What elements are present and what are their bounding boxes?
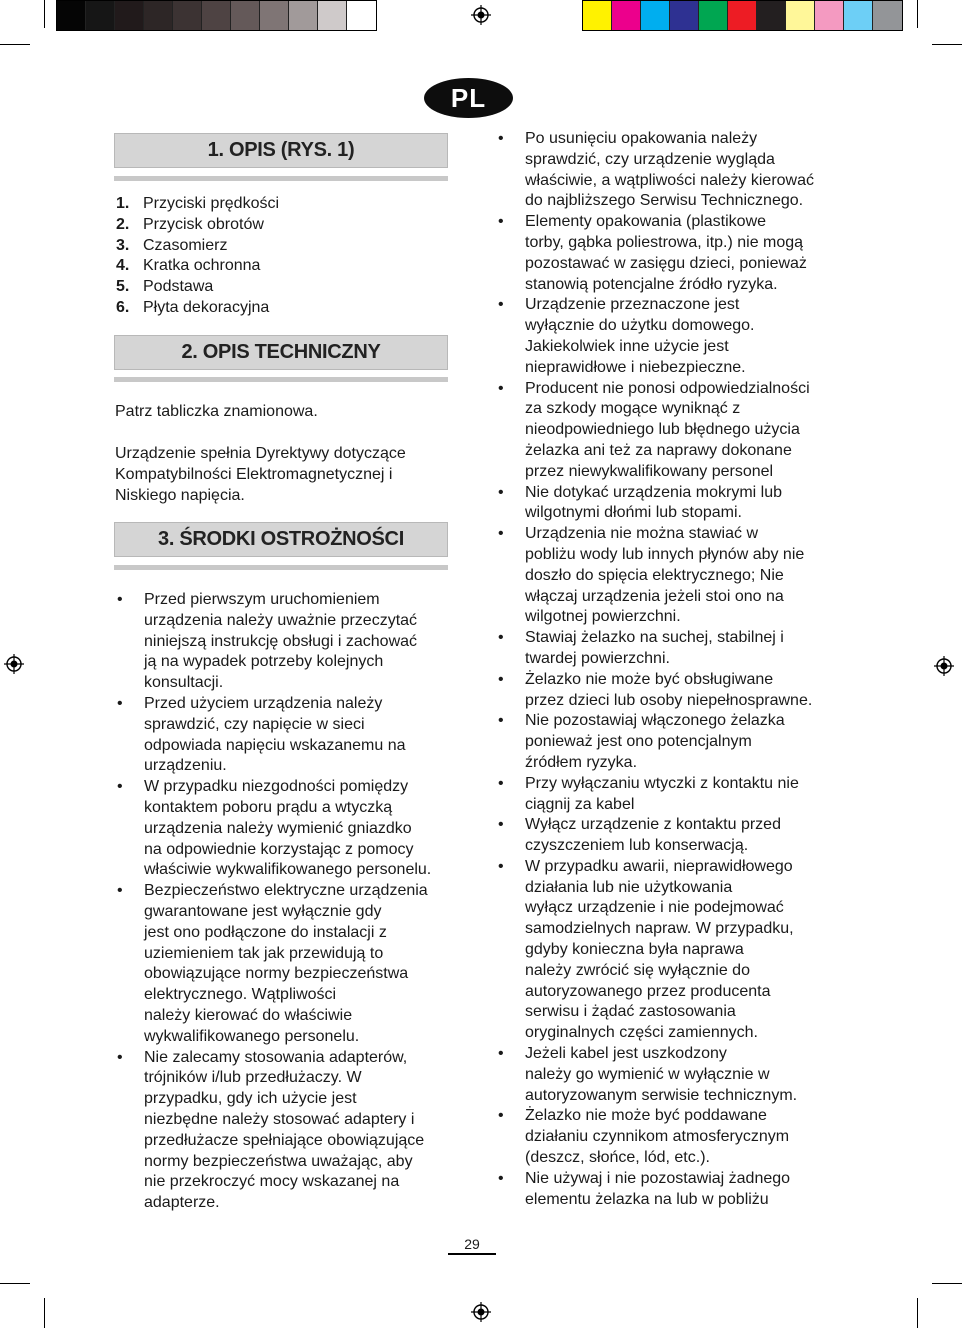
precaution-item: • Nie używaj i nie pozostawiaj żadnego elementu żelazka na lub w pobliżu (525, 1169, 837, 1211)
color-swatch (728, 1, 757, 30)
precaution-item: • W przypadku niezgodności pomiędzy kontaktem poboru prądu a wtyczką urządzenia należy wymienić gniazdko na odpowiednie korzystając z pomocy właściwie wykwalifikowanego personelu. (144, 777, 452, 881)
precaution-item: • Wyłącz urządzenie z kontaktu przed czyszczeniem lub konserwacją. (525, 815, 837, 857)
crop-mark (932, 1283, 962, 1284)
precautions-list-right (525, 129, 837, 1210)
precaution-item: • W przypadku awarii, nieprawidłowego działania lub nie użytkowania wyłącz urządzenie i nie podejmować samodzielnych napraw. W przypadku, gdyby konieczna była naprawa należy zwrócić się wyłącznie do autoryzowanego przez producenta serwisu i żądać zastosowania oryginalnych części zamiennych. (525, 857, 837, 1044)
color-swatch (612, 1, 641, 30)
color-swatch (289, 1, 318, 30)
crop-mark (44, 1298, 45, 1328)
item-number: 6. (116, 298, 130, 316)
precaution-item: • Przed pierwszym uruchomieniem urządzenia należy uważnie przeczytać niniejszą instrukcję obsługi i zachować ją na wypadek potrzeby kolejnych konsultacji. (144, 590, 452, 694)
section-divider (114, 176, 448, 181)
color-swatch (347, 1, 376, 30)
precaution-item: • Przed użyciem urządzenia należy sprawdzić, czy napięcie w sieci odpowiada napięciu wskazanemu na urządzeniu. (144, 694, 452, 777)
color-swatch (86, 1, 115, 30)
color-swatch (144, 1, 173, 30)
crop-mark (917, 0, 918, 28)
item-label: Kratka ochronna (143, 257, 261, 275)
section-title-opis-techniczny: 2. OPIS TECHNICZNY (114, 335, 448, 370)
color-swatch (115, 1, 144, 30)
item-label: Czasomierz (143, 236, 228, 254)
color-swatch (641, 1, 670, 30)
crop-mark (932, 44, 962, 45)
directives-note: Urządzenie spełnia Dyrektywy dotyczące Kompatybilności Elektromagnetycznej i Niskiego napięcia. (115, 445, 406, 504)
parts-list (116, 194, 279, 319)
crop-mark (0, 1283, 30, 1284)
color-swatch (699, 1, 728, 30)
item-label: Przycisk obrotów (143, 215, 264, 233)
color-swatch (57, 1, 86, 30)
section-divider (114, 565, 448, 570)
parts-list-item (116, 277, 279, 298)
precaution-item: • Producent nie ponosi odpowiedzialności za szkody mogące wyniknąć z nieodpowiedniego lub błędnego użycia żelazka ani też za naprawy dokonane przez niewykwalifikowany personel (525, 379, 837, 483)
precaution-item: • Bezpieczeństwo elektryczne urządzenia gwarantowane jest wyłącznie gdy jest ono podłączone do instalacji z uziemieniem tak jak przewidują to obowiązujące normy bezpieczeństwa elektrycznego. Wątpliwości należy kierować do właściwie wykwalifikowanego personelu. (144, 881, 452, 1047)
item-number: 3. (116, 236, 130, 254)
registration-mark-icon (4, 654, 24, 674)
language-badge: PL (424, 78, 513, 118)
precaution-item: • Jeżeli kabel jest uszkodzony należy go wymienić w wyłącznie w autoryzowanym serwisie technicznym. (525, 1044, 837, 1106)
item-number: 4. (116, 257, 130, 275)
precaution-item: • Żelazko nie może być obsługiwane przez dzieci lub osoby niepełnosprawne. (525, 670, 837, 712)
color-swatch (173, 1, 202, 30)
color-swatch (202, 1, 231, 30)
parts-list-item (116, 256, 279, 277)
precaution-item: • Po usunięciu opakowania należy sprawdzić, czy urządzenie wygląda właściwie, a wątpliwości należy kierować do najbliższego Serwisu Technicznego. (525, 129, 837, 212)
crop-mark (917, 1298, 918, 1328)
precaution-item: • Urządzenia nie można stawiać w pobliżu wody lub innych płynów aby nie doszło do spięcia elektrycznego; Nie włączaj urządzenia jeżeli stoi ono na wilgotnej powierzchni. (525, 524, 837, 628)
rating-plate-note: Patrz tabliczka znamionowa. (115, 403, 318, 420)
precaution-item: • Urządzenie przeznaczone jest wyłącznie do użytku domowego. Jakiekolwiek inne użycie jest nieprawidłowe i niebezpieczne. (525, 295, 837, 378)
parts-list-item (116, 194, 279, 215)
precaution-item: • Elementy opakowania (plastikowe torby, gąbka poliestrowa, itp.) nie mogą pozostawać w zasięgu dzieci, ponieważ stanowią potencjalne źródło ryzyka. (525, 212, 837, 295)
grayscale-color-bar (56, 0, 377, 31)
parts-list-item (116, 215, 279, 236)
item-label: Przyciski prędkości (143, 195, 280, 212)
registration-mark-icon (471, 5, 491, 25)
color-swatch (786, 1, 815, 30)
registration-mark-icon (934, 656, 954, 676)
precaution-item: • Żelazko nie może być poddawane działaniu czynnikom atmosferycznym (deszcz, słońce, lód, etc.). (525, 1106, 837, 1168)
precaution-item: • Nie pozostawiaj włączonego żelazka ponieważ jest ono potencjalnym źródłem ryzyka. (525, 711, 837, 773)
crop-mark (0, 44, 30, 45)
process-color-bar (582, 0, 903, 31)
color-swatch (583, 1, 612, 30)
color-swatch (318, 1, 347, 30)
section-title-opis: 1. OPIS (RYS. 1) (114, 133, 448, 168)
color-swatch (757, 1, 786, 30)
color-swatch (844, 1, 873, 30)
section-divider (114, 377, 448, 382)
page-number: 29 (448, 1236, 496, 1255)
item-number: 2. (116, 215, 130, 233)
color-swatch (873, 1, 902, 30)
precaution-item: • Nie dotykać urządzenia mokrymi lub wilgotnymi dłońmi lub stopami. (525, 483, 837, 525)
section-title-srodki-ostroznosci: 3. ŚRODKI OSTROŻNOŚCI (114, 522, 448, 557)
parts-list-item (116, 298, 279, 319)
color-swatch (231, 1, 260, 30)
color-swatch (260, 1, 289, 30)
registration-mark-icon (471, 1302, 491, 1322)
precaution-item: • Nie zalecamy stosowania adapterów, trójników i/lub przedłużaczy. W przypadku, gdy ich użycie jest niezbędne należy stosować adaptery i przedłużacze spełniające obowiązujące normy bezpieczeństwa uważając, aby nie przekroczyć mocy wskazanej na adapterze. (144, 1048, 452, 1214)
parts-list-item (116, 236, 279, 257)
color-swatch (670, 1, 699, 30)
precaution-item: • Przy wyłączaniu wtyczki z kontaktu nie ciągnij za kabel (525, 774, 837, 816)
precautions-list-left (144, 590, 452, 1214)
item-number: 1. (116, 195, 130, 212)
color-swatch (815, 1, 844, 30)
item-label: Płyta dekoracyjna (143, 298, 270, 316)
crop-mark (44, 0, 45, 28)
item-label: Podstawa (143, 278, 214, 296)
precaution-item: • Stawiaj żelazko na suchej, stabilnej i twardej powierzchni. (525, 628, 837, 670)
item-number: 5. (116, 278, 130, 296)
